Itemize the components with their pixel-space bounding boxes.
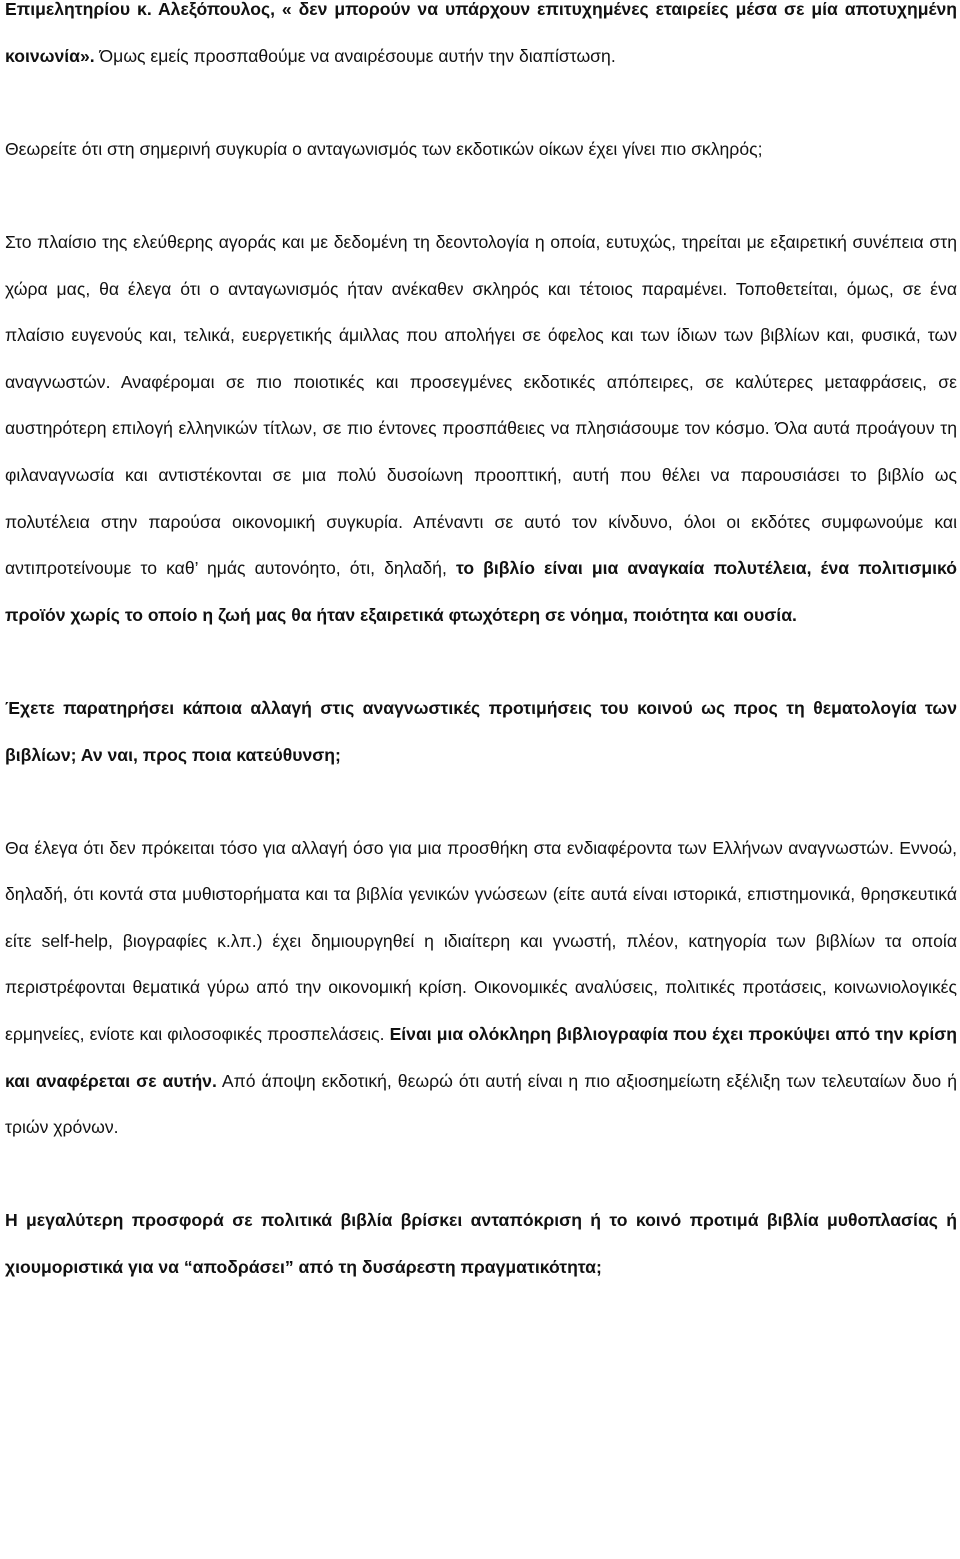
answer-2-bold: Είναι μια ολόκληρη βιβλιογραφία που έχει προκύψει από την κρίση και αναφέρεται σε αυτήν.: [5, 1024, 957, 1091]
question-1: Θεωρείτε ότι στη σημερινή συγκυρία ο ανταγωνισμός των εκδοτικών οίκων έχει γίνει πιο σκληρός;: [5, 138, 763, 159]
answer-2-text: Θα έλεγα ότι δεν πρόκειται τόσο για αλλαγή όσο για μια προσθήκη στα ενδιαφέροντα των Ελλήνων αναγνωστών. Εννοώ, δηλαδή, ότι κοντά στα μυθιστορήματα και τα βιβλία γενικών γνώσεων (είτε αυτά είναι ιστορικά, επιστημονικά, θρησκευτικά είτε self-help, βιογραφίες κ.λπ.) έχει δημιουργηθεί η ιδιαίτερη και γνωστή, πλέον, κατηγορία των βιβλίων τα οποία περιστρέφονται θεματικά γύρω από την οικονομική κρίση. Οικονομικές αναλύσεις, πολιτικές προτάσεις, κοινωνιολογικές ερμηνείες, ενίοτε και φιλοσοφικές προσπελάσεις.: [5, 837, 957, 1045]
answer-2: [5, 825, 957, 1151]
intro-text: Όμως εμείς προσπαθούμε να αναιρέσουμε αυτήν την διαπίστωση.: [94, 45, 616, 66]
answer-1-text: Στο πλαίσιο της ελεύθερης αγοράς και με δεδομένη τη δεοντολογία η οποία, ευτυχώς, τηρείται με εξαιρετική συνέπεια στη χώρα μας, θα έλεγα ότι ο ανταγωνισμός ήταν ανέκαθεν σκληρός και τέτοιος παραμένει. Τοποθετείται, όμως, σε ένα πλαίσιο ευγενούς και, τελικά, ευεργετικής άμιλλας που απολήγει σε όφελος και των ίδιων των βιβλίων και, φυσικά, των αναγνωστών. Αναφέρομαι σε πιο ποιοτικές και προσεγμένες εκδοτικές απόπειρες, σε καλύτερες μεταφράσεις, σε αυστηρότερη επιλογή ελληνικών τίτλων, σε πιο έντονες προσπάθειες να πλησιάσουμε τον κόσμο. Όλα αυτά προάγουν τη φιλαναγνωσία και αντιστέκονται σε μια πολύ δυσοίωνη προοπτική, αυτή που θέλει να παρουσιάσει το βιβλίο ως πολυτέλεια στην παρούσα οικονομική συγκυρία. Απέναντι σε αυτό τον κίνδυνο, όλοι οι εκδότες συμφωνούμε και αντιπροτείνουμε το καθ’ ημάς αυτονόητο, ότι, δηλαδή,: [5, 231, 957, 579]
intro-paragraph: [5, 0, 957, 79]
answer-2-text-end: Από άποψη εκδοτική, θεωρώ ότι αυτή είναι η πιο αξιοσημείωτη εξέλιξη των τελευταίων δυο ή τριών χρόνων.: [5, 1070, 957, 1138]
answer-1-bold: το βιβλίο είναι μια αναγκαία πολυτέλεια, ένα πολιτισμικό προϊόν χωρίς το οποίο η ζωή μας θα ήταν εξαιρετικά φτωχότερη σε νόημα, ποιότητα και ουσία.: [5, 558, 957, 625]
question-3: Η μεγαλύτερη προσφορά σε πολιτικά βιβλία βρίσκει ανταπόκριση ή το κοινό προτιμά βιβλία μυθοπλασίας ή χιουμοριστικά για να “αποδράσει” από τη δυσάρεστη πραγματικότητα;: [5, 1210, 957, 1278]
intro-quote-bold: Επιμελητηρίου κ. Αλεξόπουλος, « δεν μπορούν να υπάρχουν επιτυχημένες εταιρείες μέσα σε μία αποτυχημένη κοινωνία».: [5, 0, 957, 66]
question-2: Έχετε παρατηρήσει κάποια αλλαγή στις αναγνωστικές προτιμήσεις του κοινού ως προς τη θεματολογία των βιβλίων; Αν ναι, προς ποια κατεύθυνση;: [5, 697, 957, 765]
answer-1: [5, 219, 957, 638]
